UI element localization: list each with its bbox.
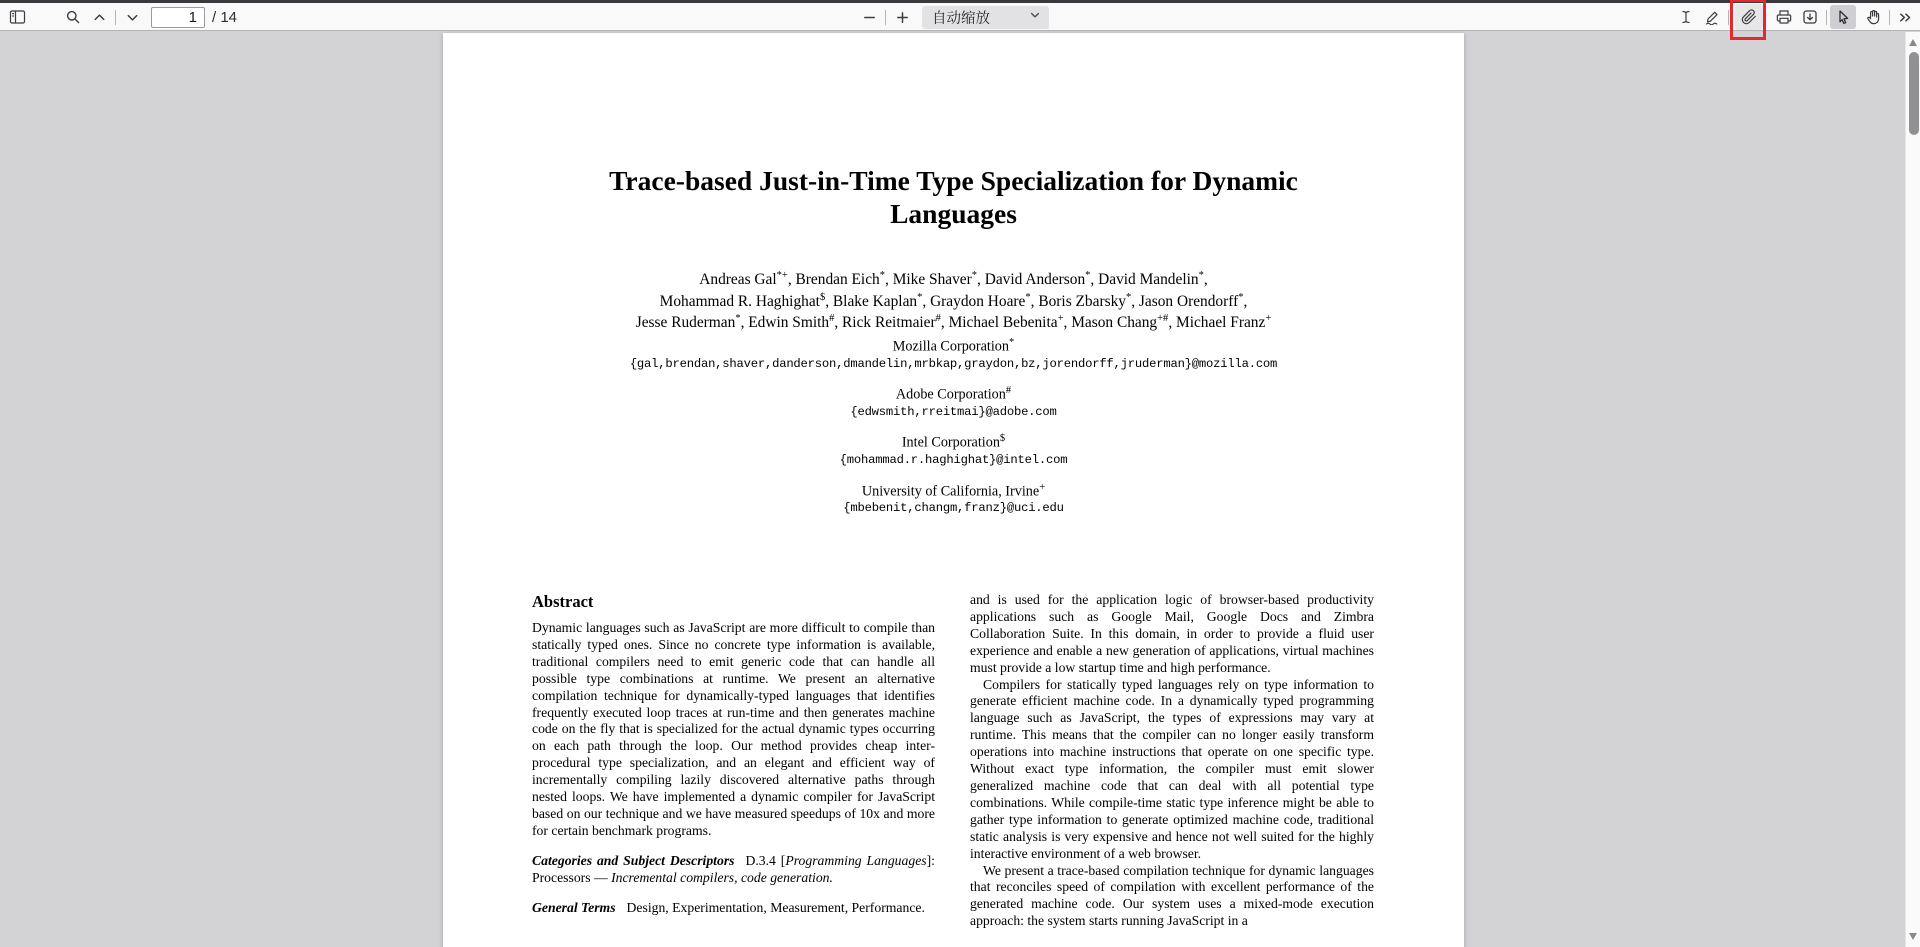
sidebar-toggle-button[interactable] — [4, 5, 30, 29]
pencil-icon — [1704, 9, 1720, 25]
sidebar-toggle-icon — [9, 9, 26, 25]
print-button[interactable] — [1771, 5, 1797, 29]
attachment-tool-wrap — [1735, 4, 1763, 30]
toolbar-right — [1673, 3, 1917, 31]
right-column — [970, 592, 1374, 930]
scroll-down-arrow[interactable] — [1909, 933, 1917, 940]
general-terms-paragraph: General Terms Design, Experimentation, Measurement, Performance. — [532, 899, 925, 915]
plus-icon — [895, 10, 910, 25]
paper-authors — [443, 267, 1464, 332]
toolbar-separator — [1826, 10, 1827, 25]
chevron-up-icon — [92, 10, 107, 25]
paperclip-icon — [1741, 9, 1757, 25]
vertical-scrollbar — [1905, 32, 1920, 947]
zoom-select[interactable] — [922, 6, 1049, 29]
right-paragraph-1: and is used for the application logic of browser-based productivity applications such as Google Mail, Google Docs and Zimbra Collaboration Suite. In this domain, in order to provide a fluid user experience and enable a new generation of applications, virtual machines must provide a low startup time and high performance. — [970, 592, 1374, 675]
zoom-in-button[interactable] — [889, 5, 915, 29]
search-button[interactable] — [60, 5, 86, 29]
affiliation-uci: University of California, Irvine+ {mbebenit,changm,franz}@uci.edu — [843, 481, 1064, 516]
hand-icon — [1865, 9, 1881, 25]
scroll-up-arrow[interactable] — [1909, 39, 1917, 46]
pdf-page-1 — [443, 33, 1464, 947]
toolbar-left — [4, 3, 237, 31]
save-icon — [1802, 9, 1818, 25]
toolbar-separator — [1889, 10, 1890, 25]
pointer-icon — [1835, 9, 1851, 25]
save-button[interactable] — [1797, 5, 1823, 29]
categories-paragraph: Categories and Subject Descriptors D.3.4 [Programming Languages]: Processors — Incremental compilers, code generation. — [532, 852, 935, 885]
abstract-text: Dynamic languages such as JavaScript are more difficult to compile than statically typed ones. Since no concrete type information is available, traditional compilers need to emit generic code that can handle all possible type combinations at runtime. We present an alternative compilation technique for dynamically-typed languages that identifies frequently executed loop traces at run-time and then generates machine code on the fly that is specialized for the actual dynamic types occurring on each path through the loop. Our method provides cheap inter-procedural type specialization, and an elegant and efficient way of incrementally compiling lazily discovered alternative paths through nested loops. We have implemented a dynamic compiler for JavaScript based on our technique and we have measured speedups of 10x and more for certain benchmark programs. — [532, 620, 935, 838]
more-tools-button[interactable] — [1893, 5, 1917, 29]
author-line: Jesse Ruderman*, Edwin Smith#, Rick Reitmaier#, Michael Bebenita+, Mason Chang+#, Michael Franz+ — [635, 313, 1272, 332]
next-page-button[interactable] — [119, 5, 145, 29]
paper-affiliations — [443, 334, 1464, 527]
right-paragraph-2: Compilers for statically typed languages rely on type information to generate efficient machine code. In a dynamically typed programming language such as JavaScript, the types of expressions may vary at runtime. This means that the compiler can no longer easily transform operations into machine instructions that operate on one specific type. Without exact type information, the compiler must emit slower generalized machine code that can deal with all potential type combinations. While compile-time static type inference might be able to gather type information to generate optimized machine code, traditional static analysis is very expensive and hence not well suited for the highly interactive environment of a web browser. — [970, 676, 1374, 861]
zoom-out-button[interactable] — [856, 5, 882, 29]
left-column — [532, 592, 935, 917]
affiliation-intel: Intel Corporation$ {mohammad.r.haghighat}@intel.com — [839, 433, 1068, 468]
previous-page-button[interactable] — [86, 5, 112, 29]
draw-tool-button[interactable] — [1699, 5, 1725, 29]
minus-icon — [862, 10, 877, 25]
search-icon — [65, 9, 81, 25]
chevron-down-icon — [125, 10, 140, 25]
pdf-viewer-area — [0, 32, 1905, 947]
affiliation-adobe: Adobe Corporation# {edwsmith,rreitmai}@adobe.com — [850, 385, 1057, 419]
abstract-heading: Abstract — [532, 592, 594, 611]
paper-title: Trace-based Just-in-Time Type Specialization for Dynamic Languages — [609, 165, 1298, 229]
cursor-tool-button[interactable] — [1830, 5, 1856, 29]
printer-icon — [1776, 9, 1792, 25]
zoom-select-value: 自动缩放 — [932, 10, 990, 27]
double-chevron-icon — [1898, 10, 1913, 25]
page-number-input[interactable] — [151, 7, 205, 28]
select-chevron-icon — [1029, 8, 1041, 26]
text-selection-tool-button[interactable] — [1673, 5, 1699, 29]
toolbar-separator — [115, 10, 116, 25]
toolbar-center — [856, 3, 1049, 31]
author-line: Andreas Gal*+, Brendan Eich*, Mike Shaver*, David Anderson*, David Mandelin*, — [699, 270, 1208, 289]
author-line: Mohammad R. Haghighat$, Blake Kaplan*, Graydon Hoare*, Boris Zbarsky*, Jason Orendorff*, — [659, 291, 1248, 310]
pdf-toolbar — [0, 3, 1920, 31]
hand-tool-button[interactable] — [1860, 5, 1886, 29]
affiliation-mozilla: Mozilla Corporation* {gal,brendan,shaver,danderson,dmandelin,mrbkap,graydon,bz,jorendorff,jruderman}@mozilla.com — [629, 337, 1278, 371]
page-count-label: / 14 — [212, 8, 238, 26]
attachment-tool-button[interactable] — [1735, 4, 1763, 30]
toolbar-separator — [885, 10, 886, 25]
right-paragraph-3: We present a trace-based compilation technique for dynamic languages that reconciles speed of compilation with excellent performance of the generated machine code. Our system uses a mixed-mode execution approach: the system starts running JavaScript in a — [970, 862, 1374, 929]
scrollbar-thumb[interactable] — [1909, 52, 1919, 135]
toolbar-separator — [1728, 10, 1729, 25]
text-cursor-icon — [1678, 9, 1694, 25]
